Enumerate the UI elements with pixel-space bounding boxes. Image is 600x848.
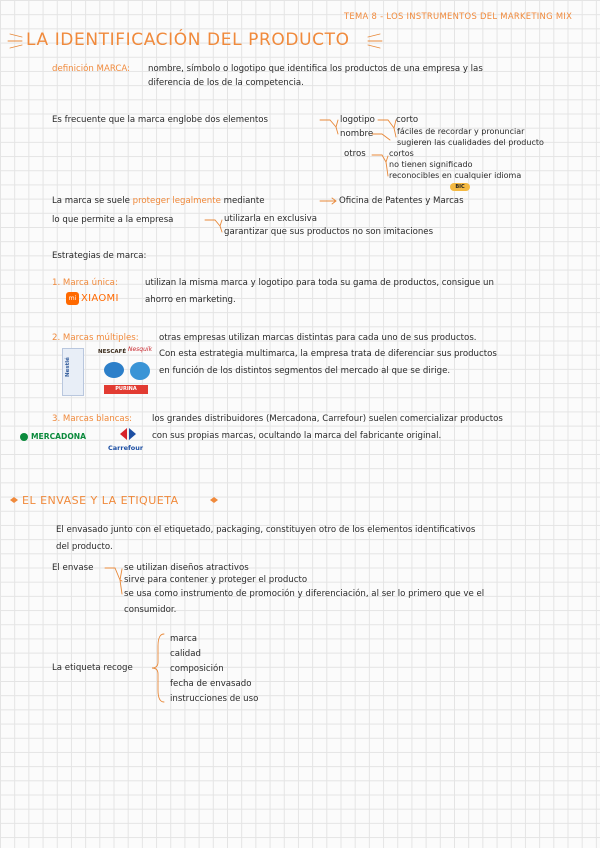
sugieren-text: sugieren las cualidades del producto <box>397 138 544 147</box>
page-title: LA IDENTIFICACIÓN DEL PRODUCTO <box>26 30 350 50</box>
strategy2-text2: Con esta estrategia multimarca, la empresa trata de diferenciar sus productos <box>159 349 497 359</box>
nescafe-logo: NESCAFÉ <box>98 349 127 355</box>
protection-line2: lo que permite a la empresa <box>52 215 174 225</box>
envase-label: El envase <box>52 563 94 573</box>
envase-item1: se utilizan diseños atractivos <box>124 563 249 573</box>
strategy3-text: los grandes distribuidores (Mercadona, Carrefour) suelen comercializar productos <box>152 414 503 424</box>
nestle-text: Nestlé <box>65 357 71 377</box>
corto-text: corto <box>396 115 419 125</box>
mercadona-logo <box>20 432 86 441</box>
elements-intro: Es frecuente que la marca englobe dos elementos <box>52 115 269 125</box>
envase-item3: se usa como instrumento de promoción y diferenciación, al ser lo primero que ve el <box>124 589 485 599</box>
protection-b1: utilizarla en exclusiva <box>224 214 317 224</box>
brand-logo-lightblue <box>130 362 150 380</box>
nombre-label: nombre <box>340 129 374 139</box>
otros-label: otros <box>344 149 366 159</box>
facil-text: fáciles de recordar y pronunciar <box>397 127 525 136</box>
strategy1-label: 1. Marca única: <box>52 278 118 288</box>
etiqueta-item: calidad <box>170 649 201 659</box>
strategies-heading: Estrategias de marca: <box>52 251 147 261</box>
protection-highlight: proteger legalmente <box>132 196 221 206</box>
no-significado-text: no tienen significado <box>389 160 473 169</box>
xiaomi-logo <box>66 292 119 305</box>
strategy3-label: 3. Marcas blancas: <box>52 414 133 424</box>
protection-pre: La marca se suele <box>52 196 130 206</box>
carrefour-icon <box>117 427 139 441</box>
definition-label: definición MARCA: <box>52 64 130 74</box>
etiqueta-label: La etiqueta recoge <box>52 663 133 673</box>
etiqueta-item: marca <box>170 634 197 644</box>
nestle-logo <box>62 348 84 396</box>
carrefour-name: Carrefour <box>108 444 144 452</box>
strategy3-text2: con sus propias marcas, ocultando la marca del fabricante original. <box>152 431 442 441</box>
etiqueta-item: fecha de envasado <box>170 679 252 689</box>
etiqueta-item: instrucciones de uso <box>170 694 259 704</box>
strategy2-text: otras empresas utilizan marcas distintas para cada uno de sus productos. <box>159 333 477 343</box>
envase-p1: El envasado junto con el etiquetado, packaging, constituyen otro de los elementos identificativos <box>56 525 476 535</box>
purina-logo: PURINA <box>104 385 148 394</box>
etiqueta-item: composición <box>170 664 224 674</box>
mercadona-dot <box>20 433 28 441</box>
definition-line1: nombre, símbolo o logotipo que identifica los productos de una empresa y las <box>148 64 483 74</box>
strategy2-text3: en función de los distintos segmentos del mercado al que se dirige. <box>159 366 451 376</box>
topic-header: TEMA 8 - LOS INSTRUMENTOS DEL MARKETING MIX <box>344 11 573 21</box>
patent-office: Oficina de Patentes y Marcas <box>339 196 464 206</box>
envase-item3b: consumidor. <box>124 605 177 615</box>
reconocibles-text: reconocibles en cualquier idioma <box>389 171 522 180</box>
protection-b2: garantizar que sus productos no son imitaciones <box>224 227 434 237</box>
strategy2-label: 2. Marcas múltiples: <box>52 333 139 343</box>
brand-logo-blue <box>104 362 124 378</box>
strategy1-text2: ahorro en marketing. <box>145 295 236 305</box>
mercadona-name: MERCADONA <box>31 432 87 441</box>
protection-post: mediante <box>223 196 265 206</box>
definition-line2: diferencia de los de la competencia. <box>148 78 304 88</box>
envase-item2: sirve para contener y proteger el producto <box>124 575 308 585</box>
strategy1-text: utilizan la misma marca y logotipo para toda su gama de productos, consigue un <box>145 278 494 288</box>
bic-logo: BIC <box>450 183 470 191</box>
logotipo-label: logotipo <box>340 115 375 125</box>
protection-line1 <box>52 196 265 206</box>
cortos-text: cortos <box>389 149 414 158</box>
xiaomi-badge: mi <box>66 292 79 305</box>
envase-section-title: EL ENVASE Y LA ETIQUETA <box>22 494 179 507</box>
envase-p2: del producto. <box>56 542 113 552</box>
xiaomi-name: XIAOMI <box>81 293 119 304</box>
nesquik-logo: Nesquik <box>128 346 153 353</box>
